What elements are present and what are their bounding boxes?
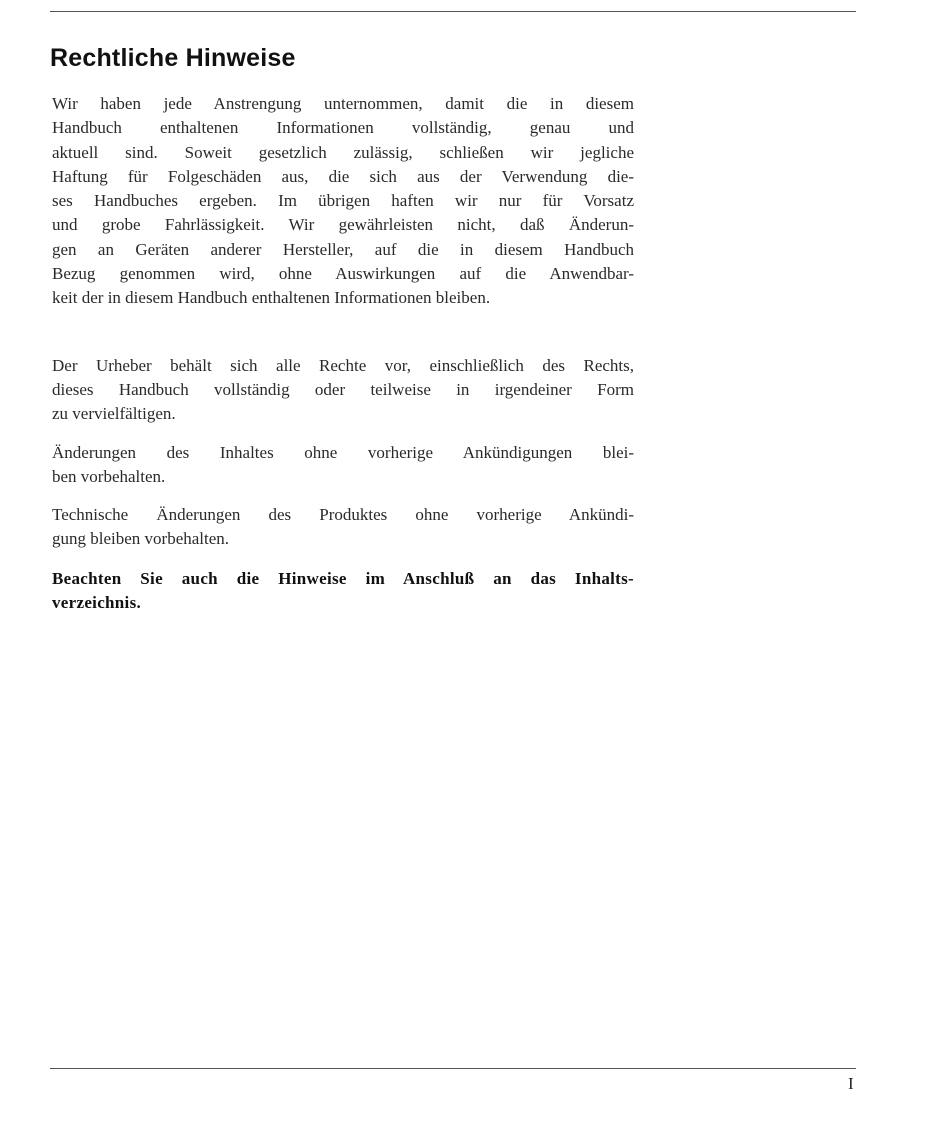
text-line: Technische Änderungen des Produktes ohne vorherige Ankündi- [52,505,634,525]
text-line: Handbuch enthaltenen Informationen vollständig, genau und [52,118,634,138]
text-line: Haftung für Folgeschäden aus, die sich aus der Verwendung die- [52,166,634,186]
text-line: zu vervielfältigen. [52,404,176,424]
paragraph-notice-bold [52,567,634,616]
paragraph-technical-changes [52,503,634,552]
text-line: gung bleiben vorbehalten. [52,529,230,549]
paragraph-content-changes [52,441,634,490]
page-number: I [848,1074,854,1093]
document-body [52,92,634,615]
paragraph-copyright [52,354,634,427]
paragraph-liability [52,92,634,311]
header-rule [50,11,856,12]
text-line: Wir haben jede Anstrengung unternommen, damit die in diesem [52,94,634,113]
page-title: Rechtliche Hinweise [50,44,296,72]
footer-rule [50,1068,856,1069]
text-line: Bezug genommen wird, ohne Auswirkungen auf die Anwendbar- [52,264,634,284]
text-line: ben vorbehalten. [52,466,166,486]
text-line: Änderungen des Inhaltes ohne vorherige Ankündigungen blei- [52,442,634,462]
text-line: und grobe Fahrlässigkeit. Wir gewährleisten nicht, daß Änderun- [52,215,634,235]
text-line: verzeichnis. [52,593,142,613]
text-line: aktuell sind. Soweit gesetzlich zulässig, schließen wir jegliche [52,142,634,162]
text-line: Der Urheber behält sich alle Rechte vor, einschließlich des Rechts, [52,355,634,375]
text-line: gen an Geräten anderer Hersteller, auf die in diesem Handbuch [52,239,634,259]
text-line: Beachten Sie auch die Hinweise im Anschluß an das Inhalts- [52,568,634,588]
text-line: keit der in diesem Handbuch enthaltenen Informationen bleiben. [52,288,491,308]
text-line: ses Handbuches ergeben. Im übrigen haften wir nur für Vorsatz [52,191,634,211]
text-line: dieses Handbuch vollständig oder teilweise in irgendeiner Form [52,379,634,399]
